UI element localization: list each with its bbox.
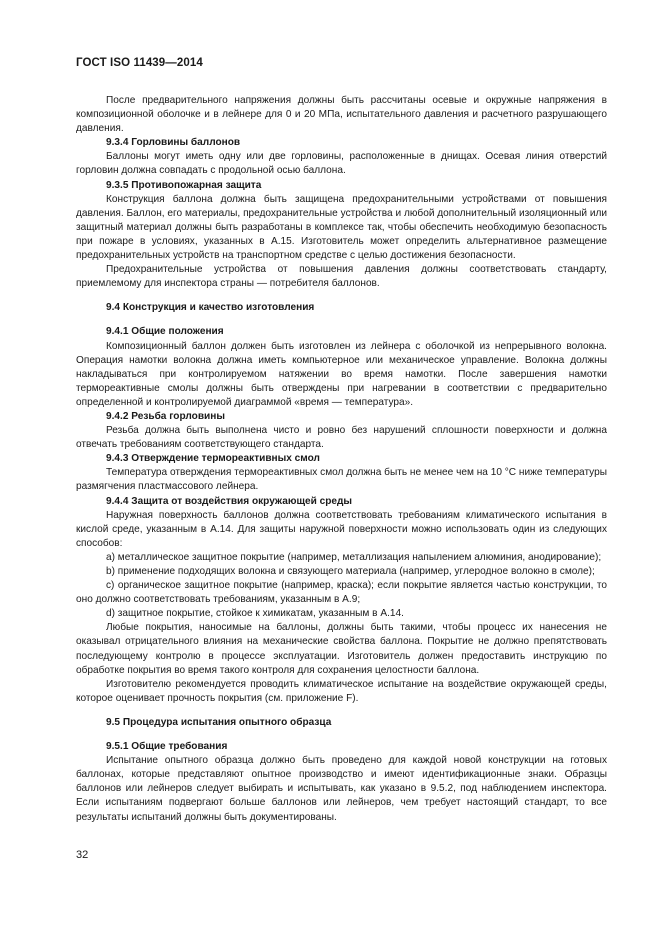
- paragraph: a) металлическое защитное покрытие (например, металлизация напылением алюминия, анодирование);: [106, 551, 602, 563]
- paragraph: c) органическое защитное покрытие (например, краска); если покрытие является частью конструкции, то оно должно соответствовать требованиям, указанным в А.9;: [76, 580, 607, 606]
- page-number: 32: [76, 849, 89, 861]
- section-heading: 9.3.5 Противопожарная защита: [106, 179, 262, 191]
- paragraph: Температура отверждения термореактивных смол должна быть не менее чем на 10 °С ниже температуры размягчения пластмассового лейнера.: [76, 467, 607, 493]
- paragraph: Предохранительные устройства от повышения давления должны соответствовать стандарту, приемлемому для инспектора страны — потребителя баллонов.: [76, 264, 607, 290]
- paragraph: Любые покрытия, наносимые на баллоны, должны быть такими, чтобы процесс их нанесения не оказывал отрицательного влияния на механические свойства баллона. Покрытие не должно препятствовать последующему контролю в процессе эксплуатации. Изготовитель должен предоставить инструкцию по обработке покрытия во время такого контроля для сохранения целостности баллона.: [76, 622, 607, 676]
- paragraph: d) защитное покрытие, стойкое к химикатам, указанным в А.14.: [106, 608, 404, 620]
- section-heading: 9.4 Конструкция и качество изготовления: [106, 302, 315, 314]
- section-heading: 9.5 Процедура испытания опытного образца: [106, 716, 332, 728]
- section-heading: 9.4.2 Резьба горловины: [106, 410, 225, 422]
- section-heading: 9.4.3 Отверждение термореактивных смол: [106, 453, 320, 465]
- paragraph: Композиционный баллон должен быть изготовлен из лейнера с оболочкой из непрерывного волокна. Операция намотки волокна должна иметь компьютерное или механическое управление. Волокна должны накладываться при контролируемом натяжении во время намотки. После завершения намотки термореактивные смолы должны быть отверждены при нагревании в соответствии с предварительно определенной и контролируемой диаграммой «время — температура».: [76, 340, 607, 408]
- document-header: ГОСТ ISO 11439—2014: [76, 57, 203, 69]
- paragraph: Резьба должна быть выполнена чисто и ровно без нарушений сплошности поверхности и должна отвечать требованиям соответствующего стандарта.: [76, 425, 607, 451]
- paragraph: После предварительного напряжения должны быть рассчитаны осевые и окружные напряжения в композиционной оболочке и в лейнере для 0 и 20 МПа, испытательного давления и расчетного разрушающего давления.: [76, 95, 607, 135]
- section-heading: 9.5.1 Общие требования: [106, 741, 228, 753]
- paragraph: b) применение подходящих волокна и связующего материала (например, углеродное волокно в смоле);: [106, 566, 595, 577]
- paragraph: Конструкция баллона должна быть защищена предохранительными устройствами от повышения давления. Баллон, его материалы, предохранительные устройства и любой дополнительный изоляционный или защитный материал должны быть разработаны в комплексе так, чтобы обеспечить необходимую безопасность при пожаре в условиях, указанных в А.15. Изготовитель может определить альтернативное размещение предохранительных устройств на транспортном средстве с целью достижения безопасности.: [76, 193, 607, 262]
- paragraph: Наружная поверхность баллонов должна соответствовать требованиям климатического испытания в кислой среде, указанным в А.14. Для защиты наружной поверхности можно использовать один из следующих способов:: [76, 509, 607, 549]
- section-heading: 9.3.4 Горловины баллонов: [106, 137, 241, 149]
- document-body: [76, 94, 607, 825]
- paragraph: Испытание опытного образца должно быть проведено для каждой новой конструкции на готовых баллонах, которые представляют опытное производство и имеют идентификационные знаки. Образцы баллонов или лейнеров следует выбирать и испытывать, как указано в 9.5.2, под наблюдением инспектора. Если испытаниям подвергают больше баллонов или лейнеров, чем требует настоящий стандарт, то все результаты испытаний должны быть документированы.: [76, 755, 607, 823]
- paragraph: Баллоны могут иметь одну или две горловины, расположенные в днищах. Осевая линия отверстий горловин должна совпадать с продольной осью баллона.: [76, 151, 607, 177]
- section-heading: 9.4.4 Защита от воздействия окружающей среды: [106, 495, 353, 507]
- section-heading: 9.4.1 Общие положения: [106, 326, 224, 338]
- paragraph: Изготовителю рекомендуется проводить климатическое испытание на воздействие окружающей среды, которое оценивает прочность покрытия (см. приложение F).: [76, 678, 607, 704]
